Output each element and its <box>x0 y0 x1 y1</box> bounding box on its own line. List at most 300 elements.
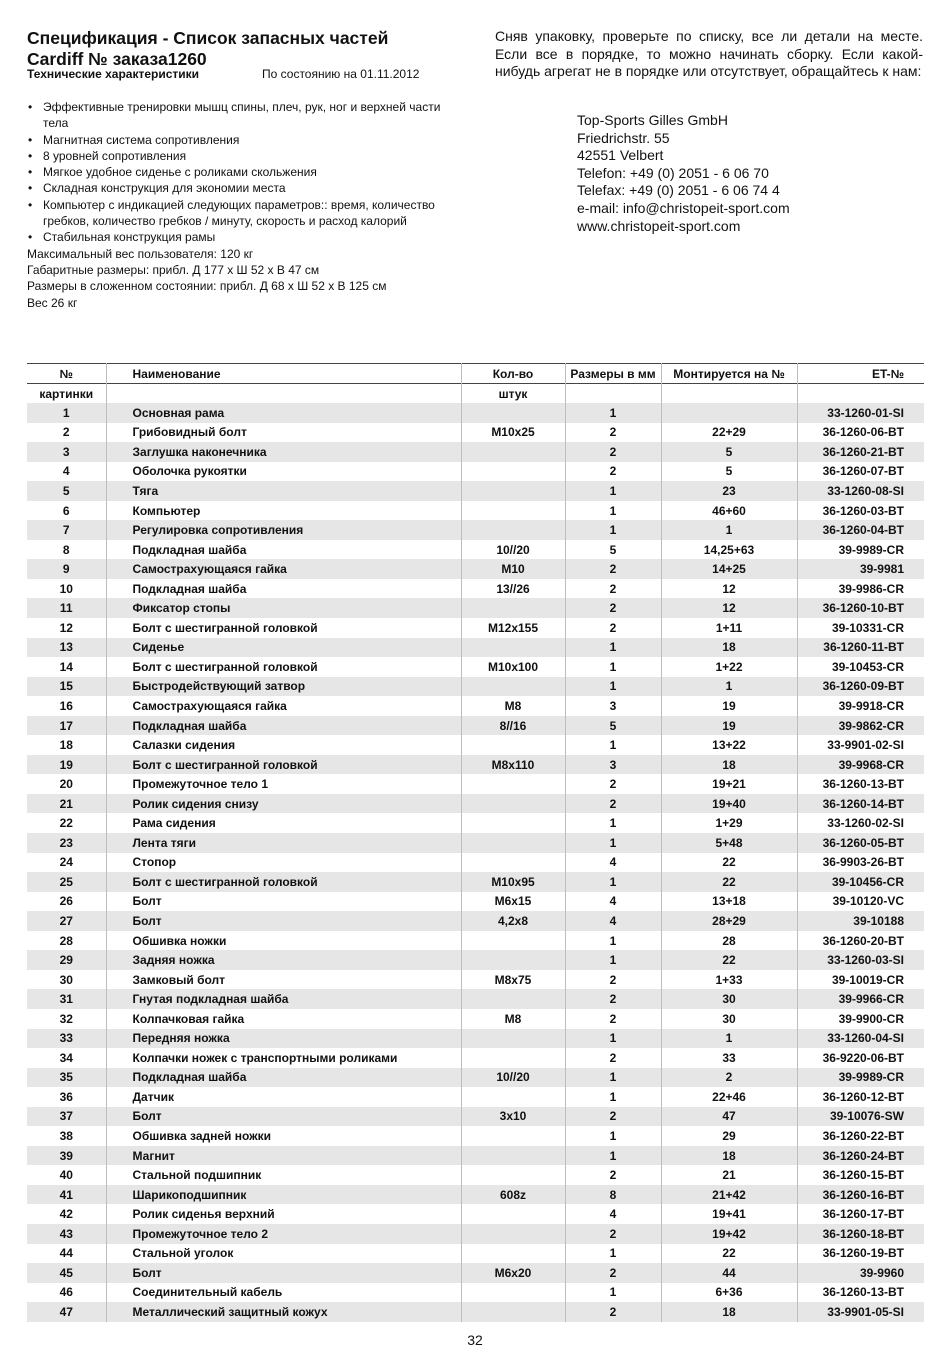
cell-name: Болт <box>106 911 461 931</box>
cell-spec: M8 <box>461 1009 565 1029</box>
cell-spec <box>461 1126 565 1146</box>
cell-mount: 44 <box>661 1263 797 1283</box>
cell-qty: 2 <box>565 462 661 482</box>
features-block <box>27 99 467 311</box>
table-row <box>27 1244 924 1264</box>
table-row <box>27 540 924 560</box>
cell-qty: 3 <box>565 696 661 716</box>
cell-name: Болт с шестигранной головкой <box>106 872 461 892</box>
table-row <box>27 1283 924 1303</box>
cell-name: Основная рама <box>106 403 461 423</box>
cell-spec: 4,2x8 <box>461 911 565 931</box>
contact-block <box>577 112 790 235</box>
cell-qty: 1 <box>565 1283 661 1303</box>
header-no-line2: картинки <box>39 386 94 401</box>
cell-name: Оболочка рукоятки <box>106 462 461 482</box>
cell-qty: 8 <box>565 1185 661 1205</box>
cell-qty: 1 <box>565 403 661 423</box>
cell-spec: M10x95 <box>461 872 565 892</box>
cell-et: 36-1260-10-BT <box>797 598 924 618</box>
cell-qty: 2 <box>565 618 661 638</box>
cell-qty: 1 <box>565 1068 661 1088</box>
cell-qty: 1 <box>565 481 661 501</box>
table-row <box>27 1087 924 1107</box>
cell-et: 36-1260-06-BT <box>797 423 924 443</box>
cell-name: Тяга <box>106 481 461 501</box>
table-row <box>27 423 924 443</box>
table-row <box>27 579 924 599</box>
cell-et: 33-1260-03-SI <box>797 950 924 970</box>
cell-qty: 1 <box>565 520 661 540</box>
cell-spec: 8//16 <box>461 716 565 736</box>
cell-name: Подкладная шайба <box>106 1068 461 1088</box>
cell-spec <box>461 638 565 658</box>
cell-et: 39-9981 <box>797 559 924 579</box>
cell-qty: 2 <box>565 1302 661 1322</box>
table-row <box>27 794 924 814</box>
cell-no: 11 <box>59 601 73 616</box>
header-no: № <box>59 366 73 381</box>
table-row <box>27 657 924 677</box>
table-row <box>27 1204 924 1224</box>
cell-mount: 1 <box>661 677 797 697</box>
cell-qty: 2 <box>565 1263 661 1283</box>
cell-name: Датчик <box>106 1087 461 1107</box>
cell-qty: 5 <box>565 540 661 560</box>
cell-mount: 13+22 <box>661 735 797 755</box>
cell-et: 39-10120-VC <box>797 892 924 912</box>
cell-spec <box>461 442 565 462</box>
cell-spec: 608z <box>461 1185 565 1205</box>
cell-no: 1 <box>62 405 70 420</box>
cell-qty: 2 <box>565 774 661 794</box>
table-row <box>27 462 924 482</box>
table-row <box>27 970 924 990</box>
table-row <box>27 716 924 736</box>
cell-mount: 21 <box>661 1165 797 1185</box>
cell-no: 14 <box>59 659 73 674</box>
table-row <box>27 833 924 853</box>
cell-no: 21 <box>59 796 73 811</box>
cell-et: 33-1260-01-SI <box>797 403 924 423</box>
cell-et: 33-1260-02-SI <box>797 813 924 833</box>
cell-no: 18 <box>59 738 73 753</box>
cell-et: 39-10453-CR <box>797 657 924 677</box>
cell-qty: 2 <box>565 423 661 443</box>
cell-name: Фиксатор стопы <box>106 598 461 618</box>
cell-spec: M6x15 <box>461 892 565 912</box>
cell-qty: 2 <box>565 970 661 990</box>
cell-qty: 4 <box>565 911 661 931</box>
cell-mount: 1+29 <box>661 813 797 833</box>
cell-no: 38 <box>59 1129 73 1143</box>
cell-spec: M8x75 <box>461 970 565 990</box>
cell-mount: 30 <box>661 1009 797 1029</box>
table-row <box>27 892 924 912</box>
cell-qty: 1 <box>565 931 661 951</box>
feature-item: • Стабильная конструкция рамы <box>27 229 467 245</box>
header-mount: Монтируется на № <box>661 364 797 384</box>
header-qty: Размеры в мм <box>565 364 661 384</box>
cell-mount: 28 <box>661 931 797 951</box>
cell-et: 36-1260-14-BT <box>797 794 924 814</box>
cell-et: 33-9901-02-SI <box>797 735 924 755</box>
cell-name: Болт <box>106 892 461 912</box>
cell-qty: 1 <box>565 1244 661 1264</box>
cell-no: 34 <box>59 1050 73 1065</box>
table-row <box>27 1224 924 1244</box>
feature-item: • Складная конструкция для экономии места <box>27 180 467 196</box>
header-et-empty <box>797 384 924 404</box>
cell-mount: 30 <box>661 989 797 1009</box>
cell-spec <box>461 598 565 618</box>
cell-no: 17 <box>59 718 73 733</box>
cell-spec <box>461 1204 565 1224</box>
cell-mount: 5 <box>661 462 797 482</box>
cell-et: 36-1260-19-BT <box>797 1244 924 1264</box>
cell-spec: M10 <box>461 559 565 579</box>
table-row <box>27 853 924 873</box>
cell-et: 36-1260-11-BT <box>797 638 924 658</box>
table-row <box>27 1185 924 1205</box>
cell-spec <box>461 833 565 853</box>
cell-spec: 13//26 <box>461 579 565 599</box>
page-number: 32 <box>467 1332 483 1348</box>
cell-name: Передняя ножка <box>106 1029 461 1049</box>
cell-qty: 1 <box>565 1146 661 1166</box>
cell-name: Болт с шестигранной головкой <box>106 657 461 677</box>
cell-mount: 12 <box>661 598 797 618</box>
cell-spec <box>461 989 565 1009</box>
cell-et: 36-1260-03-BT <box>797 501 924 521</box>
cell-no: 44 <box>59 1246 73 1261</box>
cell-qty: 2 <box>565 794 661 814</box>
spec-list <box>27 246 467 311</box>
cell-mount: 2 <box>661 1068 797 1088</box>
cell-mount: 1 <box>661 1029 797 1049</box>
page-title <box>27 28 388 70</box>
cell-spec <box>461 1244 565 1264</box>
cell-qty: 2 <box>565 579 661 599</box>
cell-mount: 47 <box>661 1107 797 1127</box>
cell-spec <box>461 1165 565 1185</box>
feature-item: • Мягкое удобное сиденье с роликами скольжения <box>27 164 467 180</box>
cell-mount: 22+46 <box>661 1087 797 1107</box>
cell-no: 23 <box>59 835 73 850</box>
table-row <box>27 442 924 462</box>
cell-et: 36-1260-12-BT <box>797 1087 924 1107</box>
contact-email: e-mail: info@christopeit-sport.com <box>577 199 790 216</box>
cell-et: 39-10188 <box>797 911 924 931</box>
cell-qty: 4 <box>565 1204 661 1224</box>
cell-name: Обшивка задней ножки <box>106 1126 461 1146</box>
parts-table-header <box>27 364 924 404</box>
cell-name: Промежуточное тело 2 <box>106 1224 461 1244</box>
cell-mount: 22 <box>661 950 797 970</box>
cell-mount: 19+41 <box>661 1204 797 1224</box>
table-row <box>27 677 924 697</box>
contact-street: Friedrichstr. 55 <box>577 129 670 146</box>
cell-spec <box>461 1029 565 1049</box>
cell-spec <box>461 520 565 540</box>
cell-qty: 2 <box>565 1224 661 1244</box>
cell-name: Колпачки ножек с транспортными роликами <box>106 1048 461 1068</box>
cell-spec <box>461 735 565 755</box>
title-line-1: Спецификация - Список запасных частей <box>27 28 389 48</box>
cell-no: 20 <box>59 777 73 792</box>
cell-name: Самострахующаяся гайка <box>106 559 461 579</box>
cell-mount: 28+29 <box>661 911 797 931</box>
cell-mount <box>661 403 797 423</box>
table-row <box>27 735 924 755</box>
cell-spec <box>461 813 565 833</box>
title-line-2: Cardiff № заказа1260 <box>27 49 207 69</box>
cell-qty: 1 <box>565 501 661 521</box>
cell-name: Соединительный кабель <box>106 1283 461 1303</box>
spec-line: Максимальный вес пользователя: 120 кг <box>27 246 254 261</box>
cell-no: 41 <box>59 1187 73 1202</box>
cell-spec <box>461 462 565 482</box>
cell-qty: 1 <box>565 833 661 853</box>
cell-spec <box>461 1048 565 1068</box>
cell-name: Ролик сиденья верхний <box>106 1204 461 1224</box>
cell-name: Компьютер <box>106 501 461 521</box>
cell-mount: 23 <box>661 481 797 501</box>
cell-mount: 1 <box>661 520 797 540</box>
cell-no: 22 <box>59 816 73 831</box>
cell-et: 39-9968-CR <box>797 755 924 775</box>
cell-qty: 1 <box>565 735 661 755</box>
cell-mount: 29 <box>661 1126 797 1146</box>
cell-spec <box>461 403 565 423</box>
cell-spec: M8 <box>461 696 565 716</box>
cell-et: 36-1260-09-BT <box>797 677 924 697</box>
cell-mount: 22 <box>661 853 797 873</box>
cell-spec: M8x110 <box>461 755 565 775</box>
header-spec-line2: штук <box>461 384 565 404</box>
cell-name: Болт с шестигранной головкой <box>106 755 461 775</box>
cell-name: Подкладная шайба <box>106 716 461 736</box>
cell-name: Металлический защитный кожух <box>106 1302 461 1322</box>
cell-et: 39-9986-CR <box>797 579 924 599</box>
cell-et: 36-1260-13-BT <box>797 1283 924 1303</box>
cell-spec <box>461 950 565 970</box>
cell-mount: 5+48 <box>661 833 797 853</box>
cell-no: 45 <box>59 1265 73 1280</box>
cell-spec: M6x20 <box>461 1263 565 1283</box>
cell-spec <box>461 853 565 873</box>
table-row <box>27 813 924 833</box>
cell-spec <box>461 1146 565 1166</box>
table-row <box>27 520 924 540</box>
cell-no: 5 <box>62 483 70 498</box>
cell-mount: 19 <box>661 696 797 716</box>
feature-list <box>27 99 467 246</box>
cell-et: 33-9901-05-SI <box>797 1302 924 1322</box>
header-name: Наименование <box>106 364 461 384</box>
table-row <box>27 638 924 658</box>
cell-et: 36-1260-05-BT <box>797 833 924 853</box>
cell-qty: 1 <box>565 950 661 970</box>
cell-qty: 1 <box>565 1087 661 1107</box>
cell-name: Болт с шестигранной головкой <box>106 618 461 638</box>
cell-qty: 1 <box>565 1029 661 1049</box>
cell-name: Рама сидения <box>106 813 461 833</box>
contact-city: 42551 Velbert <box>577 147 664 164</box>
table-row <box>27 1126 924 1146</box>
table-row <box>27 559 924 579</box>
cell-qty: 1 <box>565 813 661 833</box>
cell-mount: 22+29 <box>661 423 797 443</box>
cell-et: 36-1260-24-BT <box>797 1146 924 1166</box>
cell-mount: 14,25+63 <box>661 540 797 560</box>
cell-no: 8 <box>62 542 70 557</box>
cell-et: 33-1260-08-SI <box>797 481 924 501</box>
cell-no: 36 <box>59 1089 73 1104</box>
table-row <box>27 1146 924 1166</box>
cell-et: 36-1260-04-BT <box>797 520 924 540</box>
cell-spec <box>461 1302 565 1322</box>
cell-qty: 1 <box>565 677 661 697</box>
table-row <box>27 931 924 951</box>
cell-spec <box>461 501 565 521</box>
table-row <box>27 950 924 970</box>
cell-spec <box>461 794 565 814</box>
cell-no: 16 <box>59 698 73 713</box>
cell-mount: 18 <box>661 1146 797 1166</box>
cell-et: 36-1260-17-BT <box>797 1204 924 1224</box>
cell-name: Обшивка ножки <box>106 931 461 951</box>
cell-spec: M12x155 <box>461 618 565 638</box>
feature-item: • Эффективные тренировки мышц спины, плеч, рук, ног и верхней части тела <box>27 99 467 132</box>
cell-no: 24 <box>59 855 73 870</box>
cell-mount: 18 <box>661 1302 797 1322</box>
cell-name: Сиденье <box>106 638 461 658</box>
cell-mount: 19+40 <box>661 794 797 814</box>
cell-name: Подкладная шайба <box>106 579 461 599</box>
cell-et: 39-10019-CR <box>797 970 924 990</box>
header-spec: Кол-во <box>461 364 565 384</box>
cell-qty: 1 <box>565 638 661 658</box>
cell-name: Магнит <box>106 1146 461 1166</box>
cell-mount: 14+25 <box>661 559 797 579</box>
table-row <box>27 755 924 775</box>
cell-mount: 46+60 <box>661 501 797 521</box>
cell-name: Колпачковая гайка <box>106 1009 461 1029</box>
cell-et: 39-10331-CR <box>797 618 924 638</box>
cell-et: 36-1260-16-BT <box>797 1185 924 1205</box>
contact-company: Top-Sports Gilles GmbH <box>577 112 728 128</box>
table-row <box>27 1068 924 1088</box>
cell-name: Шарикоподшипник <box>106 1185 461 1205</box>
cell-spec: 10//20 <box>461 540 565 560</box>
table-row <box>27 618 924 638</box>
cell-name: Задняя ножка <box>106 950 461 970</box>
table-row <box>27 774 924 794</box>
table-row <box>27 1009 924 1029</box>
table-row <box>27 989 924 1009</box>
cell-name: Стальной уголок <box>106 1244 461 1264</box>
contact-fax: Telefax: +49 (0) 2051 - 6 06 74 4 <box>577 182 780 199</box>
cell-qty: 4 <box>565 853 661 873</box>
cell-mount: 18 <box>661 755 797 775</box>
cell-spec <box>461 931 565 951</box>
cell-name: Грибовидный болт <box>106 423 461 443</box>
cell-mount: 18 <box>661 638 797 658</box>
feature-item: • 8 уровней сопротивления <box>27 148 467 164</box>
cell-spec: 10//20 <box>461 1068 565 1088</box>
cell-name: Болт <box>106 1263 461 1283</box>
header-mount-empty <box>661 384 797 404</box>
cell-mount: 5 <box>661 442 797 462</box>
cell-qty: 2 <box>565 559 661 579</box>
table-row <box>27 1302 924 1322</box>
cell-et: 36-1260-18-BT <box>797 1224 924 1244</box>
table-row <box>27 872 924 892</box>
table-row <box>27 501 924 521</box>
table-row <box>27 911 924 931</box>
cell-no: 12 <box>59 620 73 635</box>
cell-mount: 1+22 <box>661 657 797 677</box>
cell-spec <box>461 1283 565 1303</box>
cell-qty: 2 <box>565 442 661 462</box>
cell-no: 31 <box>59 992 73 1007</box>
cell-et: 39-9900-CR <box>797 1009 924 1029</box>
as-of-date: По состоянию на 01.11.2012 <box>262 67 420 81</box>
cell-no: 4 <box>62 464 70 479</box>
cell-qty: 1 <box>565 872 661 892</box>
cell-no: 7 <box>62 523 70 538</box>
cell-no: 30 <box>59 972 73 987</box>
cell-spec: M10x100 <box>461 657 565 677</box>
cell-no: 26 <box>59 894 73 909</box>
cell-name: Регулировка сопротивления <box>106 520 461 540</box>
table-row <box>27 1165 924 1185</box>
cell-qty: 2 <box>565 989 661 1009</box>
cell-no: 15 <box>59 679 73 694</box>
cell-qty: 5 <box>565 716 661 736</box>
cell-spec <box>461 1224 565 1244</box>
cell-et: 39-9966-CR <box>797 989 924 1009</box>
cell-mount: 19+42 <box>661 1224 797 1244</box>
cell-name: Подкладная шайба <box>106 540 461 560</box>
cell-no: 42 <box>59 1207 73 1222</box>
cell-no: 3 <box>62 444 70 459</box>
table-row <box>27 696 924 716</box>
cell-qty: 1 <box>565 1126 661 1146</box>
feature-item: • Компьютер с индикацией следующих параметров:: время, количество гребков, количество гребков / минуту, скорость и расход калорий <box>27 197 467 230</box>
cell-mount: 6+36 <box>661 1283 797 1303</box>
cell-no: 27 <box>59 913 73 928</box>
cell-qty: 2 <box>565 1048 661 1068</box>
cell-qty: 3 <box>565 755 661 775</box>
cell-spec: 3x10 <box>461 1107 565 1127</box>
cell-et: 39-9989-CR <box>797 1068 924 1088</box>
cell-no: 10 <box>59 581 73 596</box>
cell-no: 13 <box>59 640 73 655</box>
cell-et: 39-10076-SW <box>797 1107 924 1127</box>
cell-qty: 2 <box>565 1165 661 1185</box>
cell-qty: 1 <box>565 657 661 677</box>
cell-mount: 21+42 <box>661 1185 797 1205</box>
cell-no: 28 <box>59 933 73 948</box>
cell-mount: 13+18 <box>661 892 797 912</box>
cell-no: 35 <box>59 1070 73 1085</box>
cell-name: Быстродействующий затвор <box>106 677 461 697</box>
cell-no: 6 <box>62 503 70 518</box>
cell-spec <box>461 1087 565 1107</box>
cell-et: 36-1260-22-BT <box>797 1126 924 1146</box>
